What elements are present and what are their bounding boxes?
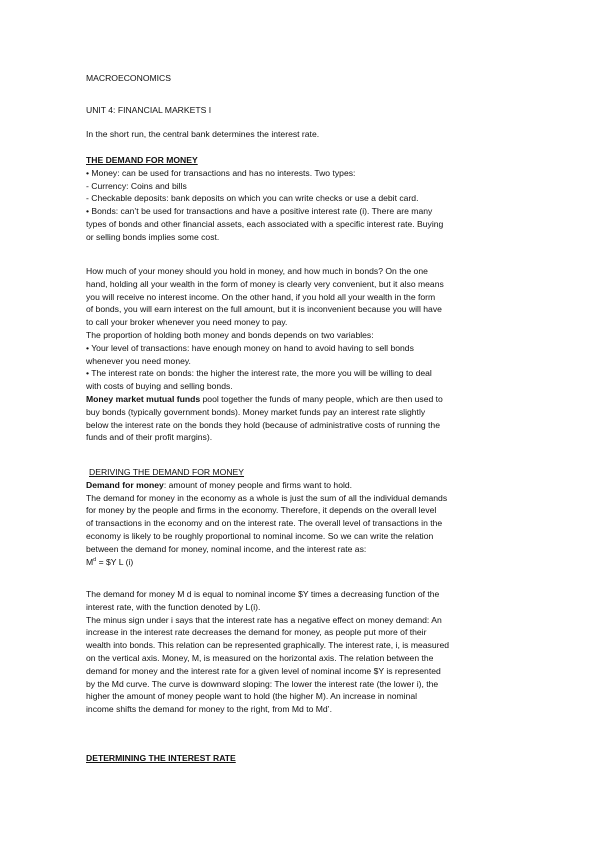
- text-line: higher the amount of money people want to hold (the higher M). An increase in nominal: [86, 691, 418, 702]
- section-heading: DERIVING THE DEMAND FOR MONEY: [89, 467, 245, 477]
- text-line: income shifts the demand for money to the right, from Md to Md’.: [86, 704, 332, 715]
- text-line: hand, holding all your wealth in the form of money is clearly very convenient, but it also means: [86, 278, 444, 289]
- text-line: wealth into bonds. This relation can be represented graphically. The interest rate, i, is measured: [86, 640, 450, 651]
- text-line: interest rate, with the function denoted by L(i).: [86, 601, 261, 612]
- text-line: by the Md curve. The curve is downward sloping: The lower the interest rate (the lower i), the: [86, 678, 439, 689]
- text-line: buy bonds (typically government bonds). Money market funds pay an interest rate slightly: [86, 406, 426, 417]
- money-bonds-paragraph: [86, 265, 518, 444]
- text-line: How much of your money should you hold in money, and how much in bonds? On the one: [86, 266, 428, 276]
- money-demand-equation: $M^d$ = $Y L (i): [86, 556, 134, 567]
- text-line: for money by the people and firms in the economy. Therefore, it depends on the overall level: [86, 505, 437, 516]
- section-deriving-demand: [86, 466, 518, 568]
- section-heading: THE DEMAND FOR MONEY: [86, 155, 198, 165]
- text-line: • Bonds: can’t be used for transactions and have a positive interest rate (i). There are many: [86, 206, 433, 217]
- text-line: or selling bonds implies some cost.: [86, 231, 220, 242]
- text-line: to call your broker whenever you need money to pay.: [86, 317, 288, 328]
- text-line: The demand for money M d is equal to nominal income $Y times a decreasing function of the: [86, 589, 440, 599]
- text-line: with costs of buying and selling bonds.: [86, 381, 233, 392]
- text-line: you will receive no interest income. On the other hand, if you hold all your wealth in the form: [86, 291, 436, 302]
- mmf-term: Money market mutual funds: [86, 393, 201, 404]
- text-line: The minus sign under i says that the interest rate has a negative effect on money demand: An: [86, 614, 442, 625]
- md-curve-paragraph: [86, 588, 518, 716]
- text-line: • The interest rate on bonds: the higher the interest rate, the more you will be willing to deal: [86, 368, 432, 379]
- mmf-text: pool together the funds of many people, which are then used to: [200, 393, 443, 404]
- unit-title: UNIT 4: FINANCIAL MARKETS I: [86, 105, 212, 115]
- text-line: below the interest rate on the bonds they hold (because of administrative costs of running the: [86, 419, 440, 430]
- definition-text: : amount of money people and firms want to hold.: [163, 479, 353, 490]
- intro-paragraph: In the short run, the central bank determines the interest rate.: [86, 129, 320, 139]
- text-line: • Your level of transactions: have enough money on hand to avoid having to sell bonds: [86, 342, 414, 353]
- text-line: The demand for money in the economy as a whole is just the sum of all the individual demands: [86, 492, 448, 503]
- text-line: - Currency: Coins and bills: [86, 180, 187, 191]
- text-line: of transactions in the economy and on the interest rate. The overall level of transactions in the: [86, 518, 443, 529]
- text-line: funds and of their profit margins).: [86, 432, 213, 443]
- text-line: increase in the interest rate decreases the demand for money, as people put more of their: [86, 627, 427, 638]
- course-title: MACROECONOMICS: [86, 73, 171, 83]
- text-line: - Checkable deposits: bank deposits on which you can write checks or use a debit card.: [86, 193, 419, 204]
- definition-term: Demand for money: [86, 479, 164, 490]
- text-line: types of bonds and other financial assets, each associated with a specific interest rate. Buying: [86, 218, 444, 229]
- text-line: The proportion of holding both money and bonds depends on two variables:: [86, 329, 374, 340]
- section-demand-for-money: [86, 154, 518, 244]
- text-line: of bonds, you will earn interest on the full amount, but it is inconvenient because you will have: [86, 304, 442, 315]
- text-line: on the vertical axis. Money, M, is measured on the horizontal axis. The relation between the: [86, 652, 434, 663]
- section-heading: DETERMINING THE INTEREST RATE: [86, 753, 236, 763]
- text-line: whenever you need money.: [86, 355, 191, 366]
- text-line: • Money: can be used for transactions and has no interests. Two types:: [86, 167, 356, 178]
- text-line: [86, 479, 518, 492]
- text-line: economy is likely to be roughly proportional to nominal income. So we can write the relation: [86, 530, 434, 541]
- text-line: demand for money and the interest rate for a given level of nominal income $Y is represented: [86, 665, 441, 676]
- text-line: [86, 393, 518, 406]
- text-line: between the demand for money, nominal income, and the interest rate as:: [86, 543, 367, 554]
